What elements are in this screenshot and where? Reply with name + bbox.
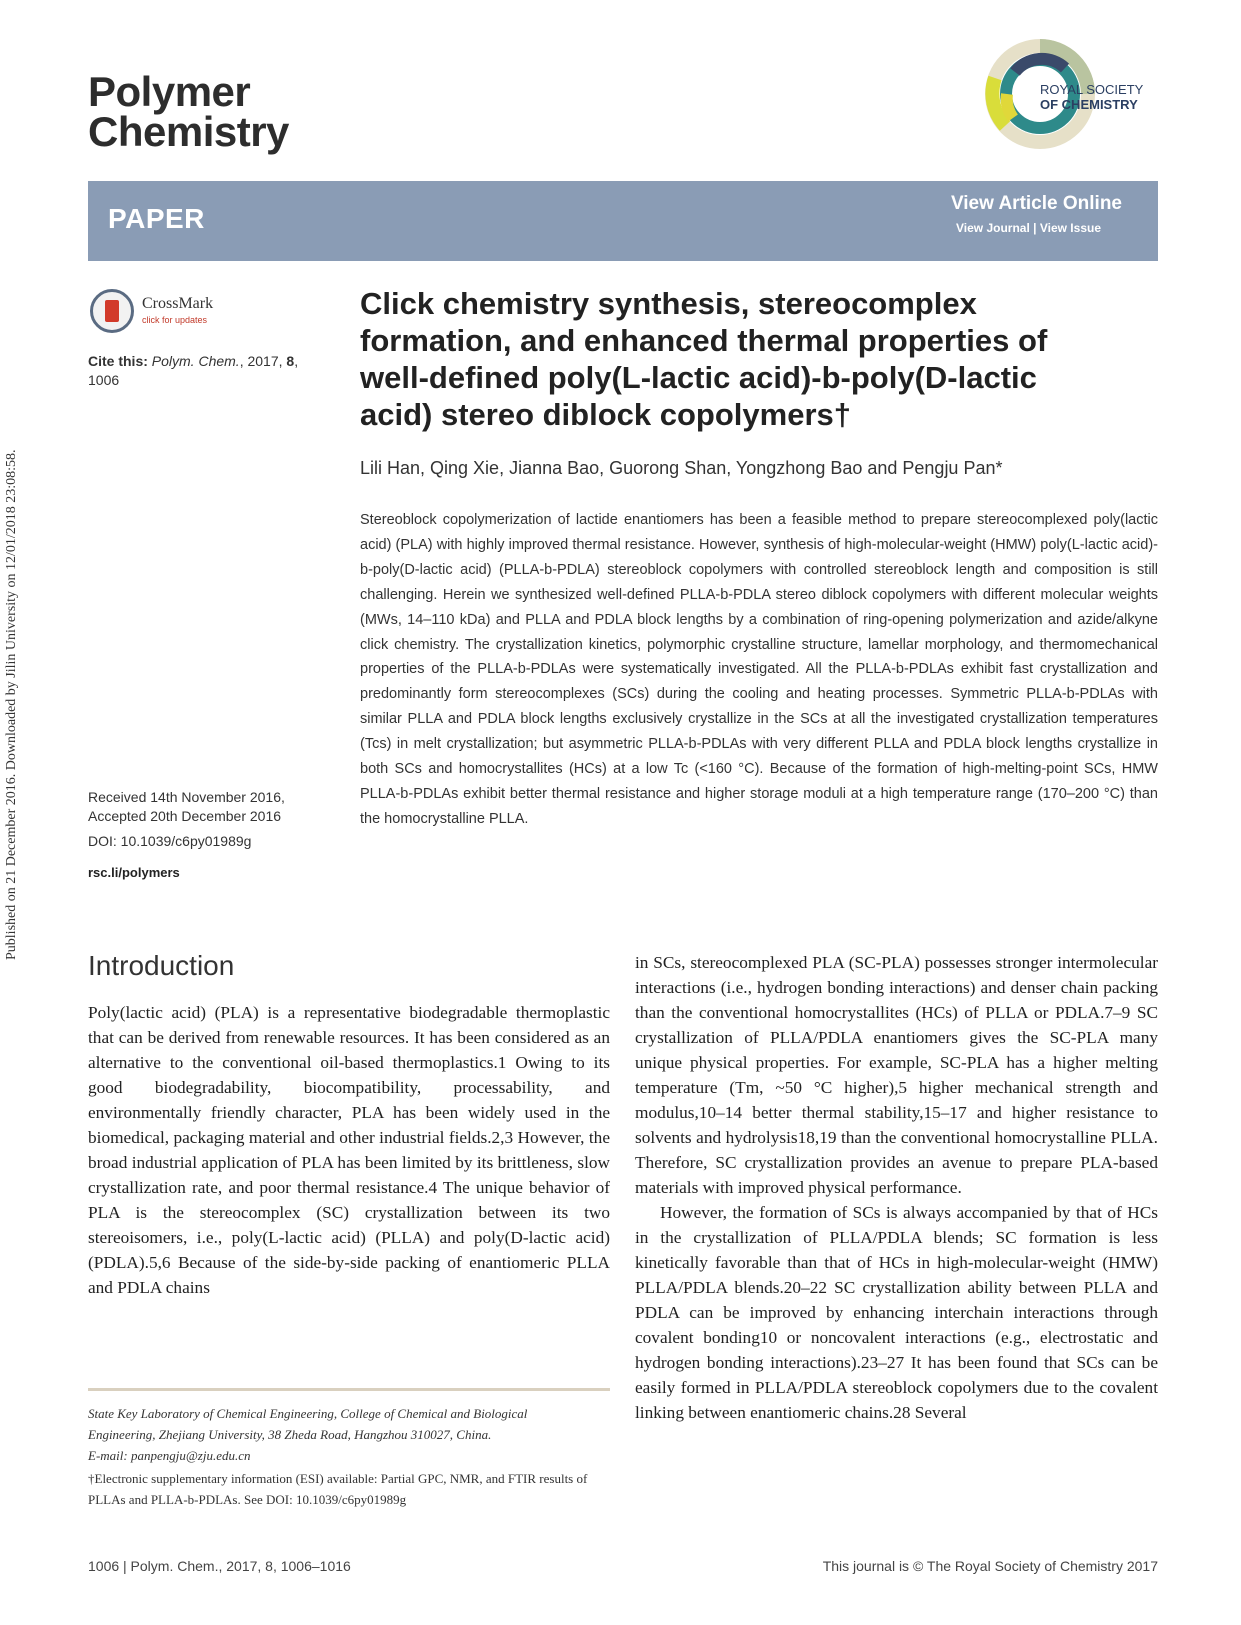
body-paragraph: in SCs, stereocomplexed PLA (SC-PLA) possesses stronger intermolecular interactions (i.e., hydrogen bonding interactions) and denser chain packing than the conventional homocrystallites (HCs) of PLLA or PDLA.7–9 SC crystallization of PLLA/PDLA enantiomers gives the SC-PLA many unique physical properties. For example, SC-PLA has a higher melting temperature (Tm, ~50 °C higher),5 higher mechanical strength and modulus,10–14 better thermal stability,15–17 and higher resistance to solvents and hydrolysis18,19 than the conventional homocrystalline PLLA. Therefore, SC crystallization provides an avenue to prepare PLA-based materials with improved physical performance. <box>635 953 1158 1197</box>
view-issue-link[interactable]: View Issue <box>1039 221 1101 235</box>
received-date: Received 14th November 2016, <box>88 789 285 805</box>
doi[interactable]: DOI: 10.1039/c6py01989g <box>88 833 252 849</box>
body-paragraph: Poly(lactic acid) (PLA) is a representative biodegradable thermoplastic that can be derived from renewable resources. It has been considered as an alternative to the conventional oil-based thermoplastics.1 Owing to its good biodegradability, biocompatibility, processability, and environmentally friendly character, PLA has been widely used in the biomedical, packaging material and other industrial fields.2,3 However, the broad industrial application of PLA has been limited by its brittleness, slow crystallization rate, and poor thermal resistance.4 The unique behavior of PLA is the stereocomplex (SC) crystallization between its two stereoisomers, i.e., poly(L-lactic acid) (PLLA) and poly(D-lactic acid) (PDLA).5,6 Because of the side-by-side packing of enantiomeric PLLA and PDLA chains <box>88 1003 610 1297</box>
crossmark-icon <box>90 289 134 333</box>
publisher-line1: ROYAL SOCIETY <box>1040 82 1144 97</box>
affiliation-line2: Engineering, Zhejiang University, 38 Zheda Road, Hangzhou 310027, China. <box>88 1427 492 1442</box>
corresponding-email[interactable]: E-mail: panpengju@zju.edu.cn <box>88 1448 251 1463</box>
download-stamp-text: Published on 21 December 2016. Downloaded by Jilin University on 12/01/2018 23:08:58. <box>4 449 19 960</box>
affiliation-line1: State Key Laboratory of Chemical Engineering, College of Chemical and Biological <box>88 1406 528 1421</box>
view-links <box>956 221 1101 235</box>
title-line2: formation, and enhanced thermal properties of <box>360 323 1048 358</box>
article-title <box>360 285 1160 433</box>
cite-pages: , 1006 <box>88 353 299 388</box>
footnote-divider <box>88 1388 610 1391</box>
title-line4: acid) stereo diblock copolymers† <box>360 397 852 432</box>
journal-link[interactable]: rsc.li/polymers <box>88 865 180 880</box>
view-journal-link[interactable]: View Journal <box>955 221 1030 235</box>
article-type-label: PAPER <box>108 203 205 234</box>
body-column-right <box>635 950 1158 1425</box>
title-line1: Click chemistry synthesis, stereocomplex <box>360 286 977 321</box>
article-type-banner <box>88 181 1158 261</box>
cite-label: Cite this: <box>88 353 148 369</box>
crossmark-name: CrossMark <box>142 295 214 312</box>
publisher-name <box>1040 82 1143 112</box>
esi-footnote: †Electronic supplementary information (ESI) available: Partial GPC, NMR, and FTIR results of PLLAs and PLLA-b-PDLAs. See DOI: 10.1039/c6py01989g <box>88 1471 588 1507</box>
cite-volume: 8 <box>286 353 295 369</box>
view-article-online-link[interactable]: View Article Online <box>950 193 1122 214</box>
article-meta <box>88 788 328 882</box>
page-footer-citation: 1006 | Polym. Chem., 2017, 8, 1006–1016 <box>88 1558 351 1574</box>
cite-year: , 2017, <box>239 353 287 369</box>
accepted-date: Accepted 20th December 2016 <box>88 808 282 824</box>
journal-title-line2: Chemistry <box>88 108 289 155</box>
footnotes <box>88 1403 610 1510</box>
body-column-left <box>88 1000 610 1300</box>
journal-title-line1: Polymer <box>88 68 251 115</box>
section-title-introduction: Introduction <box>88 950 235 981</box>
publisher-line2: OF CHEMISTRY <box>1040 97 1138 112</box>
abstract: Stereoblock copolymerization of lactide enantiomers has been a feasible method to prepare stereocomplexed poly(lactic acid) (PLA) with highly improved thermal resistance. However, synthesis of high-molecular-weight (HMW) poly(L-lactic acid)-b-poly(D-lactic acid) (PLLA-b-PDLA) stereoblock copolymers with controlled stereoblock length and composition is still challenging. Herein we synthesized well-defined PLLA-b-PDLA stereo diblock copolymers with different molecular weights (MWs, 14–110 kDa) and PLLA and PDLA block lengths by a combination of ring-opening polymerization and azide/alkyne click chemistry. The crystallization kinetics, polymorphic crystalline structure, lamellar morphology, and thermomechanical properties of the PLLA-b-PDLAs were systematically investigated. All the PLLA-b-PDLAs exhibit fast crystallization and predominantly form stereocomplexes (SCs) during the cooling and heating processes. Symmetric PLLA-b-PDLAs with similar PLLA and PDLA block lengths exclusively crystallize in the SCs at all the investigated crystallization temperatures (Tcs) in melt crystallization; but asymmetric PLLA-b-PDLAs with very different PLLA and PDLA block lengths crystallize in both SCs and homocrystallites (HCs) at a low Tc (<160 °C). Because of the formation of high-melting-point SCs, HMW PLLA-b-PDLAs exhibit better thermal resistance and higher storage moduli at a high temperature range (170–200 °C) than the homocrystalline PLLA. <box>360 512 1158 827</box>
crossmark-badge[interactable] <box>88 287 248 339</box>
link-separator: | <box>1033 221 1037 235</box>
page-footer-copyright: This journal is © The Royal Society of Chemistry 2017 <box>822 1558 1158 1574</box>
journal-title <box>88 68 289 155</box>
authors: Lili Han, Qing Xie, Jianna Bao, Guorong Shan, Yongzhong Bao and Pengju Pan* <box>360 458 1003 478</box>
citation <box>88 352 318 390</box>
cite-journal: Polym. Chem. <box>151 353 240 369</box>
body-paragraph: However, the formation of SCs is always accompanied by that of HCs in the crystallization of PLLA/PDLA blends; SC formation is less kinetically favorable than that of HCs in high-molecular-weight (HMW) PLLA/PDLA blends.20–22 SC crystallization ability between PLLA and PDLA can be improved by enhancing interchain interactions through covalent bonding10 or noncovalent interactions (e.g., electrostatic and hydrogen bonding interactions).23–27 It has been found that SCs can be easily formed in PLLA/PDLA stereoblock copolymers due to the covalent linking between enantiomeric chains.28 Several <box>635 1203 1158 1422</box>
title-line3: well-defined poly(L-lactic acid)-b-poly(D-lactic <box>360 360 1037 395</box>
crossmark-sub: click for updates <box>142 315 208 325</box>
